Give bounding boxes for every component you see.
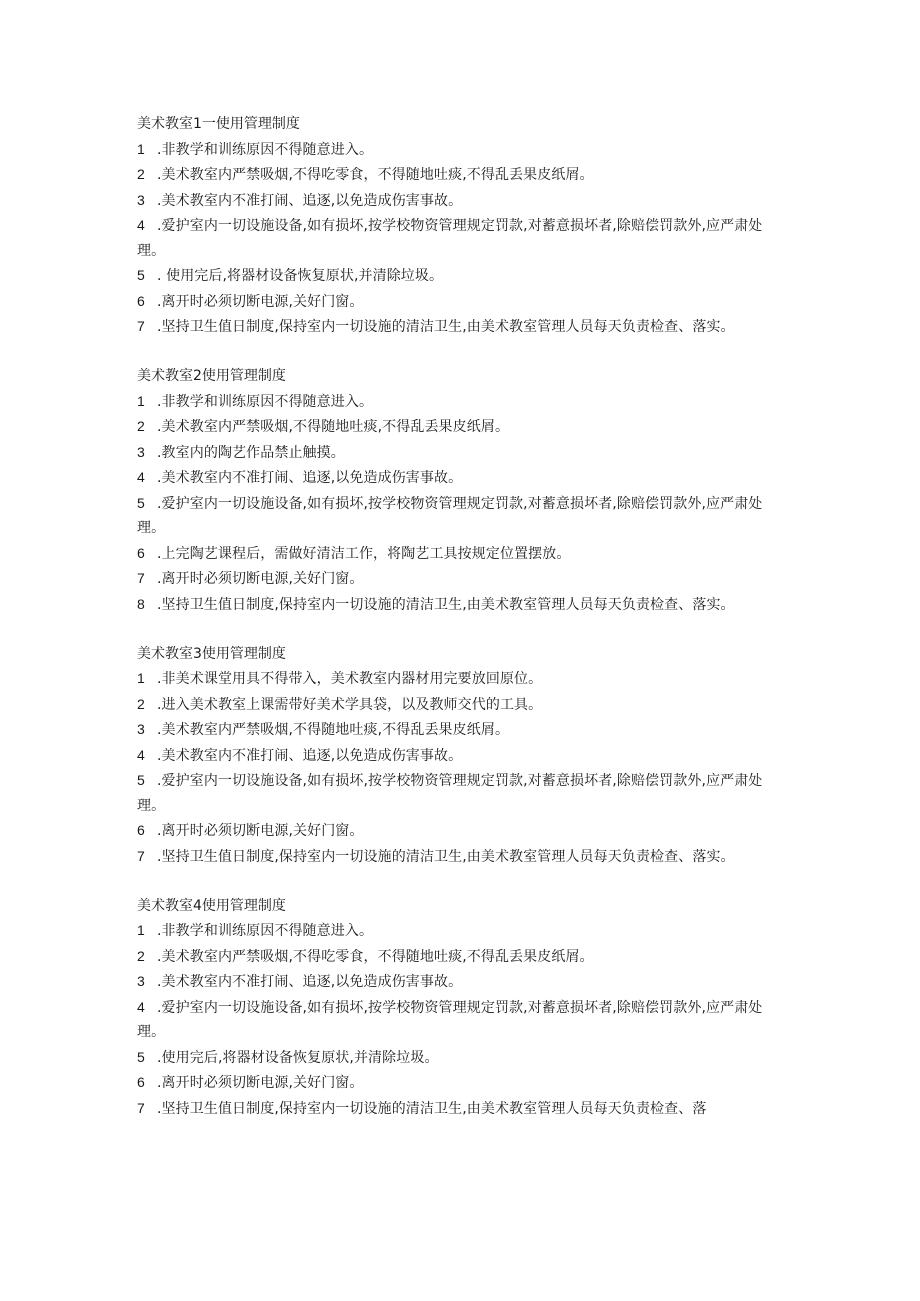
item-number: 4 [137, 998, 145, 1015]
item-number: 4 [137, 469, 145, 485]
list-item [137, 944, 777, 970]
list-item [137, 213, 777, 263]
list-item [137, 818, 777, 844]
item-number: 2 [137, 947, 145, 964]
list-item [137, 289, 777, 315]
item-number: 6 [137, 822, 145, 838]
item-text: .非教学和训练原因不得随意进入。 [157, 393, 374, 410]
item-number: 7 [137, 1099, 145, 1116]
list-item [137, 1045, 777, 1071]
item-number: 7 [137, 847, 145, 864]
list-item [137, 1070, 777, 1096]
item-text: .进入美术教室上课需带好美术学具袋，以及教师交代的工具。 [157, 696, 543, 713]
item-text: .美术教室内不准打闹、追逐,以免造成伤害事故。 [157, 470, 463, 486]
item-text: .美术教室内严禁吸烟,不得吃零食，不得随地吐痰,不得乱丢果皮纸屑。 [157, 948, 594, 965]
item-text: .爱护室内一切设施设备,如有损坏,按学校物资管理规定罚款,对蓄意损坏者,除赔偿罚款外,应严肃处理。 [137, 773, 763, 814]
item-text: .坚持卫生值日制度,保持室内一切设施的清洁卫生,由美术教室管理人员每天负责检查、落实。 [157, 848, 735, 865]
item-number: 6 [137, 1074, 145, 1090]
list-item [137, 137, 777, 163]
list-item [137, 592, 777, 618]
list-item [137, 414, 777, 440]
item-text: .坚持卫生值日制度,保持室内一切设施的清洁卫生,由美术教室管理人员每天负责检查、落 [157, 1100, 707, 1117]
item-text: .美术教室内严禁吸烟,不得吃零食，不得随地吐痰,不得乱丢果皮纸屑。 [157, 167, 594, 183]
list-item [137, 389, 777, 415]
list-item [137, 1096, 777, 1122]
item-text: .美术教室内不准打闹、追逐,以免造成伤害事故。 [157, 974, 463, 990]
section-art-room-3 [137, 642, 777, 870]
item-number: 5 [137, 1048, 145, 1065]
item-number: 5 [137, 772, 145, 788]
list-item [137, 440, 777, 466]
item-text: .美术教室内不准打闹、追逐,以免造成伤害事故。 [157, 192, 463, 209]
section-art-room-2 [137, 364, 777, 617]
item-number: 2 [137, 166, 145, 182]
item-text: .离开时必须切断电源,关好门窗。 [157, 571, 364, 587]
item-text: .坚持卫生值日制度,保持室内一切设施的清洁卫生,由美术教室管理人员每天负责检查、落实。 [157, 319, 735, 335]
item-number: 7 [137, 318, 145, 334]
item-text: . 使用完后,将器材设备恢复原状,并清除垃圾。 [157, 268, 444, 284]
item-number: 3 [137, 191, 145, 208]
item-text: .美术教室内不准打闹、追逐,以免造成伤害事故。 [157, 747, 463, 764]
section-title: 美术教室3使用管理制度 [137, 645, 286, 662]
list-item [137, 969, 777, 995]
item-text: .坚持卫生值日制度,保持室内一切设施的清洁卫生,由美术教室管理人员每天负责检查、落实。 [157, 596, 735, 613]
item-text: .非美术课堂用具不得带入，美术教室内器材用完要放回原位。 [157, 671, 543, 687]
item-number: 1 [137, 922, 145, 938]
list-item [137, 566, 777, 592]
item-number: 4 [137, 746, 145, 763]
list-item [137, 717, 777, 743]
list-item [137, 465, 777, 491]
section-title: 美术教室2使用管理制度 [137, 368, 286, 384]
list-item [137, 692, 777, 718]
item-text: .使用完后,将器材设备恢复原状,并清除垃圾。 [157, 1049, 439, 1066]
item-text: .教室内的陶艺作品禁止触摸。 [157, 444, 345, 461]
section-title: 美术教室1一使用管理制度 [137, 116, 300, 132]
item-number: 7 [137, 570, 145, 586]
item-number: 2 [137, 418, 145, 434]
list-item [137, 844, 777, 870]
item-text: .爱护室内一切设施设备,如有损坏,按学校物资管理规定罚款,对蓄意损坏者,除赔偿罚款外,应严肃处理。 [137, 495, 763, 536]
item-number: 5 [137, 267, 145, 283]
item-text: .非教学和训练原因不得随意进入。 [157, 923, 374, 939]
item-number: 4 [137, 217, 145, 233]
section-art-room-1 [137, 112, 777, 340]
item-number: 2 [137, 695, 145, 712]
item-text: .上完陶艺课程后，需做好清洁工作，将陶艺工具按规定位置摆放。 [157, 545, 571, 562]
list-item [137, 491, 777, 541]
list-item [137, 768, 777, 818]
item-number: 1 [137, 670, 145, 686]
item-number: 8 [137, 595, 145, 612]
item-number: 3 [137, 443, 145, 460]
item-text: .离开时必须切断电源,关好门窗。 [157, 823, 364, 839]
item-text: .非教学和训练原因不得随意进入。 [157, 141, 374, 158]
item-text: .爱护室内一切设施设备,如有损坏,按学校物资管理规定罚款,对蓄意损坏者,除赔偿罚款外,应严肃处理。 [137, 218, 763, 259]
document-body [137, 112, 777, 1146]
list-item [137, 743, 777, 769]
item-number: 6 [137, 292, 145, 309]
list-item [137, 666, 777, 692]
list-item [137, 263, 777, 289]
item-text: .美术教室内严禁吸烟,不得随地吐痰,不得乱丢果皮纸屑。 [157, 419, 510, 435]
item-number: 1 [137, 392, 145, 409]
list-item [137, 995, 777, 1045]
list-item [137, 162, 777, 188]
item-number: 5 [137, 494, 145, 511]
list-item [137, 188, 777, 214]
section-title: 美术教室4使用管理制度 [137, 897, 286, 914]
section-art-room-4 [137, 894, 777, 1122]
list-item [137, 918, 777, 944]
item-text: .离开时必须切断电源,关好门窗。 [157, 293, 364, 310]
item-text: .美术教室内严禁吸烟,不得随地吐痰,不得乱丢果皮纸屑。 [157, 722, 510, 738]
item-number: 6 [137, 544, 145, 561]
item-number: 3 [137, 721, 145, 737]
item-number: 3 [137, 973, 145, 989]
item-text: .爱护室内一切设施设备,如有损坏,按学校物资管理规定罚款,对蓄意损坏者,除赔偿罚款外,应严肃处理。 [137, 999, 763, 1040]
item-text: .离开时必须切断电源,关好门窗。 [157, 1075, 364, 1091]
list-item [137, 541, 777, 567]
list-item [137, 314, 777, 340]
item-number: 1 [137, 140, 145, 157]
